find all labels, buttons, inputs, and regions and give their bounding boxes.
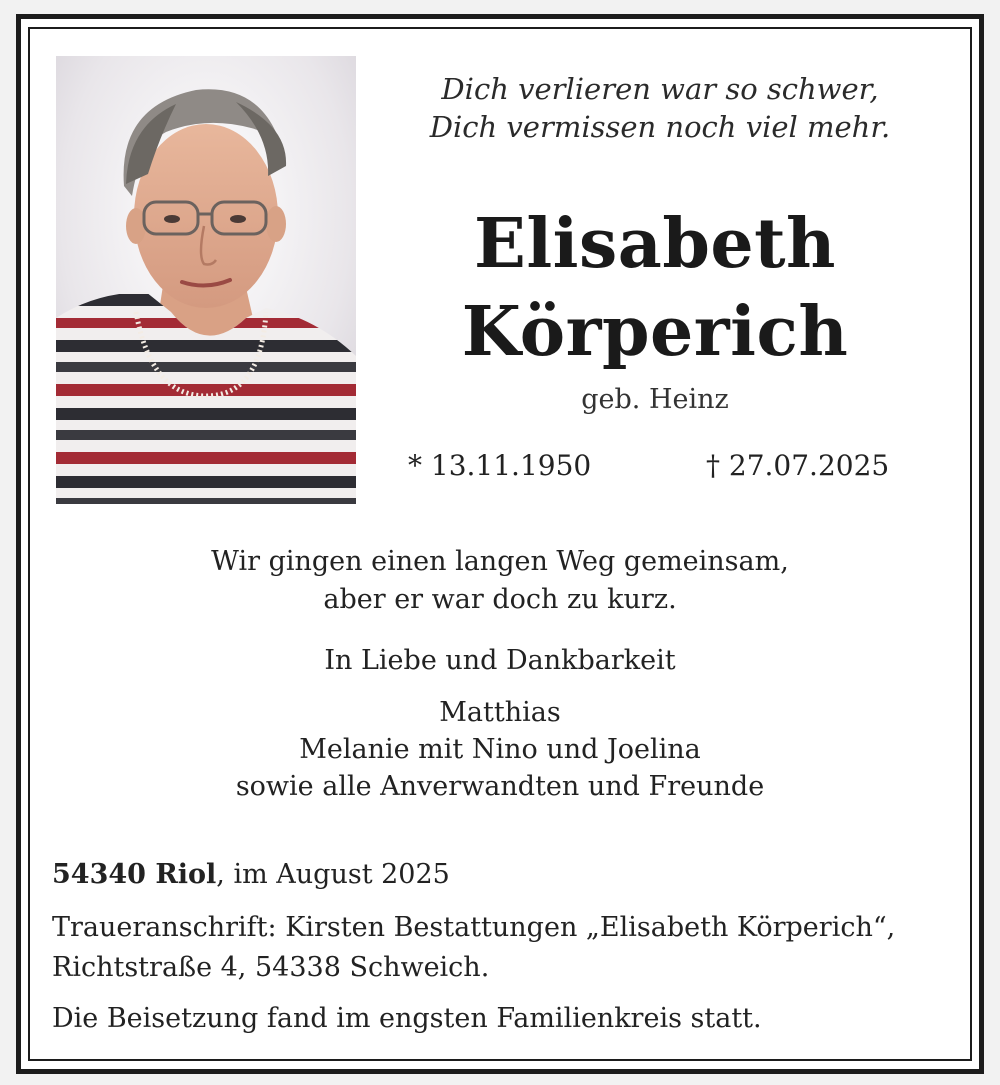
place-name: 54340 Riol [52,859,217,890]
place-date-text: , im August 2025 [216,859,450,890]
deceased-name [380,200,930,376]
portrait-photo [56,56,356,504]
last-name: Körperich [461,292,849,372]
first-name: Elisabeth [474,204,836,284]
signers [60,694,940,805]
verse-line-1: Dich verlieren war so schwer, [441,72,879,106]
address-line-1: Traueranschrift: Kirsten Bestattungen „Elisabeth Körperich“, [52,912,896,943]
signer-line: Melanie mit Nino und Joelina [299,734,701,765]
mourning-address [52,908,952,988]
burial-note: Die Beisetzung fand im engsten Familienkreis statt. [52,1003,762,1034]
signer-line: Matthias [439,697,561,728]
signer-line: sowie alle Anverwandten und Freunde [235,771,765,802]
thanks-line: In Liebe und Dankbarkeit [324,645,676,676]
death-date: † 27.07.2025 [706,449,890,482]
life-dates [380,446,940,486]
place-date [52,856,952,894]
quote [60,543,940,619]
memorial-verse [380,70,940,146]
address-line-2: Richtstraße 4, 54338 Schweich. [52,952,490,983]
birth-date: * 13.11.1950 [408,449,592,482]
quote-line-2: aber er war doch zu kurz. [323,584,677,615]
maiden-name: geb. Heinz [581,384,729,415]
quote-line-1: Wir gingen einen langen Weg gemeinsam, [211,546,789,577]
verse-line-2: Dich vermissen noch viel mehr. [429,110,891,144]
